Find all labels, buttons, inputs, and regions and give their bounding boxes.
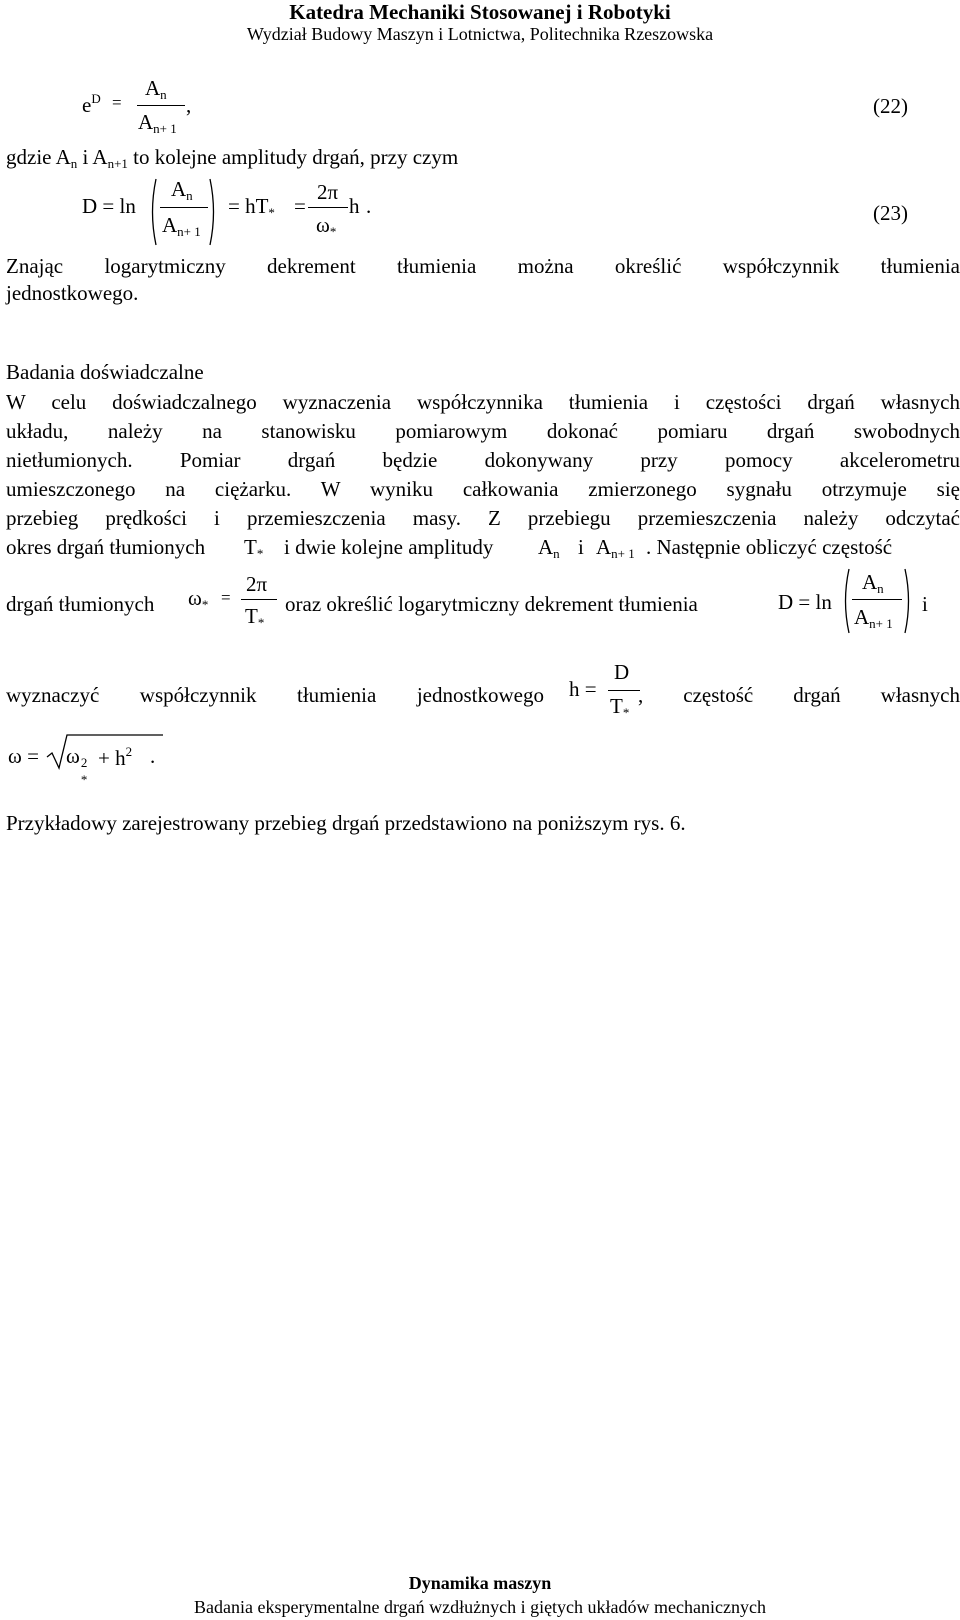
line7-frac-denominator-sub: n+ 1 — [869, 616, 893, 631]
eq22-denominator-sub: n+ 1 — [153, 121, 177, 136]
line6-text3: . Następnie obliczyć częstość — [646, 535, 893, 559]
eq22-number: (22) — [873, 94, 908, 118]
eq22-numerator: A — [145, 76, 161, 100]
eq22-equals: = — [112, 93, 122, 112]
line9-lhs: ω = — [8, 744, 39, 768]
section-final-line: Przykładowy zarejestrowany przebieg drgań przedstawiono na poniższym rys. 6. — [6, 811, 686, 835]
line8-text2: , częstość drgań własnych — [638, 683, 960, 707]
para1-line1: Znając logarytmiczny dekrement tłumienia można określić współczynnik tłumienia — [6, 254, 960, 278]
line7-left-paren — [841, 568, 851, 634]
line6-A1: A — [538, 535, 554, 559]
section-line-2: układu, należy na stanowisku pomiarowym dokonać pomiaru drgań swobodnych — [6, 419, 960, 443]
eq23-right-paren — [208, 178, 218, 246]
eq23-numerator2: 2π — [317, 180, 339, 204]
line7-numerator: 2π — [246, 572, 268, 596]
line7-text2: oraz określić logarytmiczny dekrement tłumienia — [285, 592, 698, 616]
header-title: Katedra Mechaniki Stosowanej i Robotyki — [289, 0, 671, 24]
eq23-fraction-line2 — [308, 207, 348, 208]
header-subtitle: Wydział Budowy Maszyn i Lotnictwa, Politechnika Rzeszowska — [246, 24, 714, 44]
line6-text2: i dwie kolejne amplitudy — [284, 535, 494, 559]
line7-fraction-line — [241, 599, 277, 600]
eq23-denominator-sub: n+ 1 — [177, 224, 201, 239]
line7-D: D = ln — [778, 590, 832, 614]
line9-omega-sub: * — [80, 772, 88, 787]
eq22-numerator-sub: n — [160, 87, 167, 102]
line8-denominator-sub: * — [622, 705, 630, 720]
eq23-dot: . — [366, 194, 372, 218]
eq22-fraction-line — [137, 105, 185, 106]
line6-T: T — [244, 535, 257, 559]
line7-text3: i — [922, 592, 928, 616]
line7-omega-sub: * — [201, 597, 209, 612]
eq23-lhs: D = ln — [82, 194, 136, 218]
eq23-denominator2-sub: * — [329, 224, 337, 239]
line6-T-sub: * — [256, 546, 264, 561]
line6-i: i — [578, 535, 584, 559]
line8-denominator: T — [610, 694, 623, 718]
line9-dot: . — [150, 744, 156, 768]
eq23-number: (23) — [873, 201, 908, 225]
eq23-fraction-line — [160, 207, 208, 208]
line7-frac-numerator: A — [862, 570, 878, 594]
line9-omega: ω — [66, 744, 80, 768]
section-line-3: nietłumionych. Pomiar drgań będzie dokonywany przy pomocy akcelerometru — [6, 448, 960, 472]
line6-A2-sub: n+ 1 — [611, 546, 635, 561]
line8-numerator: D — [614, 660, 630, 684]
footer-title: Dynamika maszyn — [408, 1573, 552, 1593]
line7-text1: drgań tłumionych — [6, 592, 155, 616]
section-line-5: przebieg prędkości i przemieszczenia masy. Z przebiegu przemieszczenia należy odczytać — [6, 506, 960, 530]
eq23-mid: = hT — [228, 194, 269, 218]
line9-omega-sup: 2 — [80, 755, 88, 770]
line9-h-sup: 2 — [125, 744, 133, 759]
eq22-denominator: A — [138, 110, 154, 134]
eq23-mid-star: * — [268, 205, 275, 220]
line7-omega: ω — [188, 586, 202, 610]
section-line-1: W celu doświadczalnego wyznaczenia współczynnika tłumienia i częstości drgań własnych — [6, 390, 960, 414]
eq23-denominator2: ω — [316, 213, 330, 237]
line7-right-paren — [903, 568, 913, 634]
eq23-h: h — [349, 194, 360, 218]
line6-text1: okres drgań tłumionych — [6, 535, 206, 559]
line6-A1-sub: n — [553, 546, 560, 561]
eq23-denominator: A — [162, 213, 178, 237]
line7-denominator: T — [245, 604, 258, 628]
para1-line2: jednostkowego. — [6, 281, 139, 305]
line6-A2: A — [596, 535, 612, 559]
eq22-lhs-sup: D — [91, 91, 101, 106]
line7-equals: = — [221, 588, 231, 607]
line7-frac-denominator: A — [854, 605, 870, 629]
section-title: Badania doświadczalne — [6, 360, 204, 384]
eq23-numerator: A — [171, 177, 187, 201]
section-line-4: umieszczonego na ciężarku. W wyniku całkowania zmierzonego sygnału otrzymuje się — [6, 477, 960, 501]
eq23-equals: = — [294, 194, 306, 218]
line8-text1: wyznaczyć współczynnik tłumienia jednostkowego — [6, 683, 544, 707]
line9-plus-h: + h — [98, 746, 126, 770]
eq22-lhs: e — [82, 93, 92, 117]
line8-fraction-line — [608, 690, 640, 691]
line8-h: h = — [569, 677, 597, 701]
footer-subtitle: Badania eksperymentalne drgań wzdłużnych i giętych układów mechanicznych — [194, 1597, 766, 1617]
gdzie-line: gdzie $A_n$ i $A_{n+1}$ to kolejne amplitudy drgań, przy czym — [6, 145, 459, 171]
line7-frac-numerator-sub: n — [877, 581, 884, 596]
eq23-left-paren — [148, 178, 158, 246]
eq23-numerator-sub: n — [186, 188, 193, 203]
line7-frac-line — [852, 599, 902, 600]
eq22-comma: , — [186, 93, 192, 117]
line7-denominator-sub: * — [257, 615, 265, 630]
